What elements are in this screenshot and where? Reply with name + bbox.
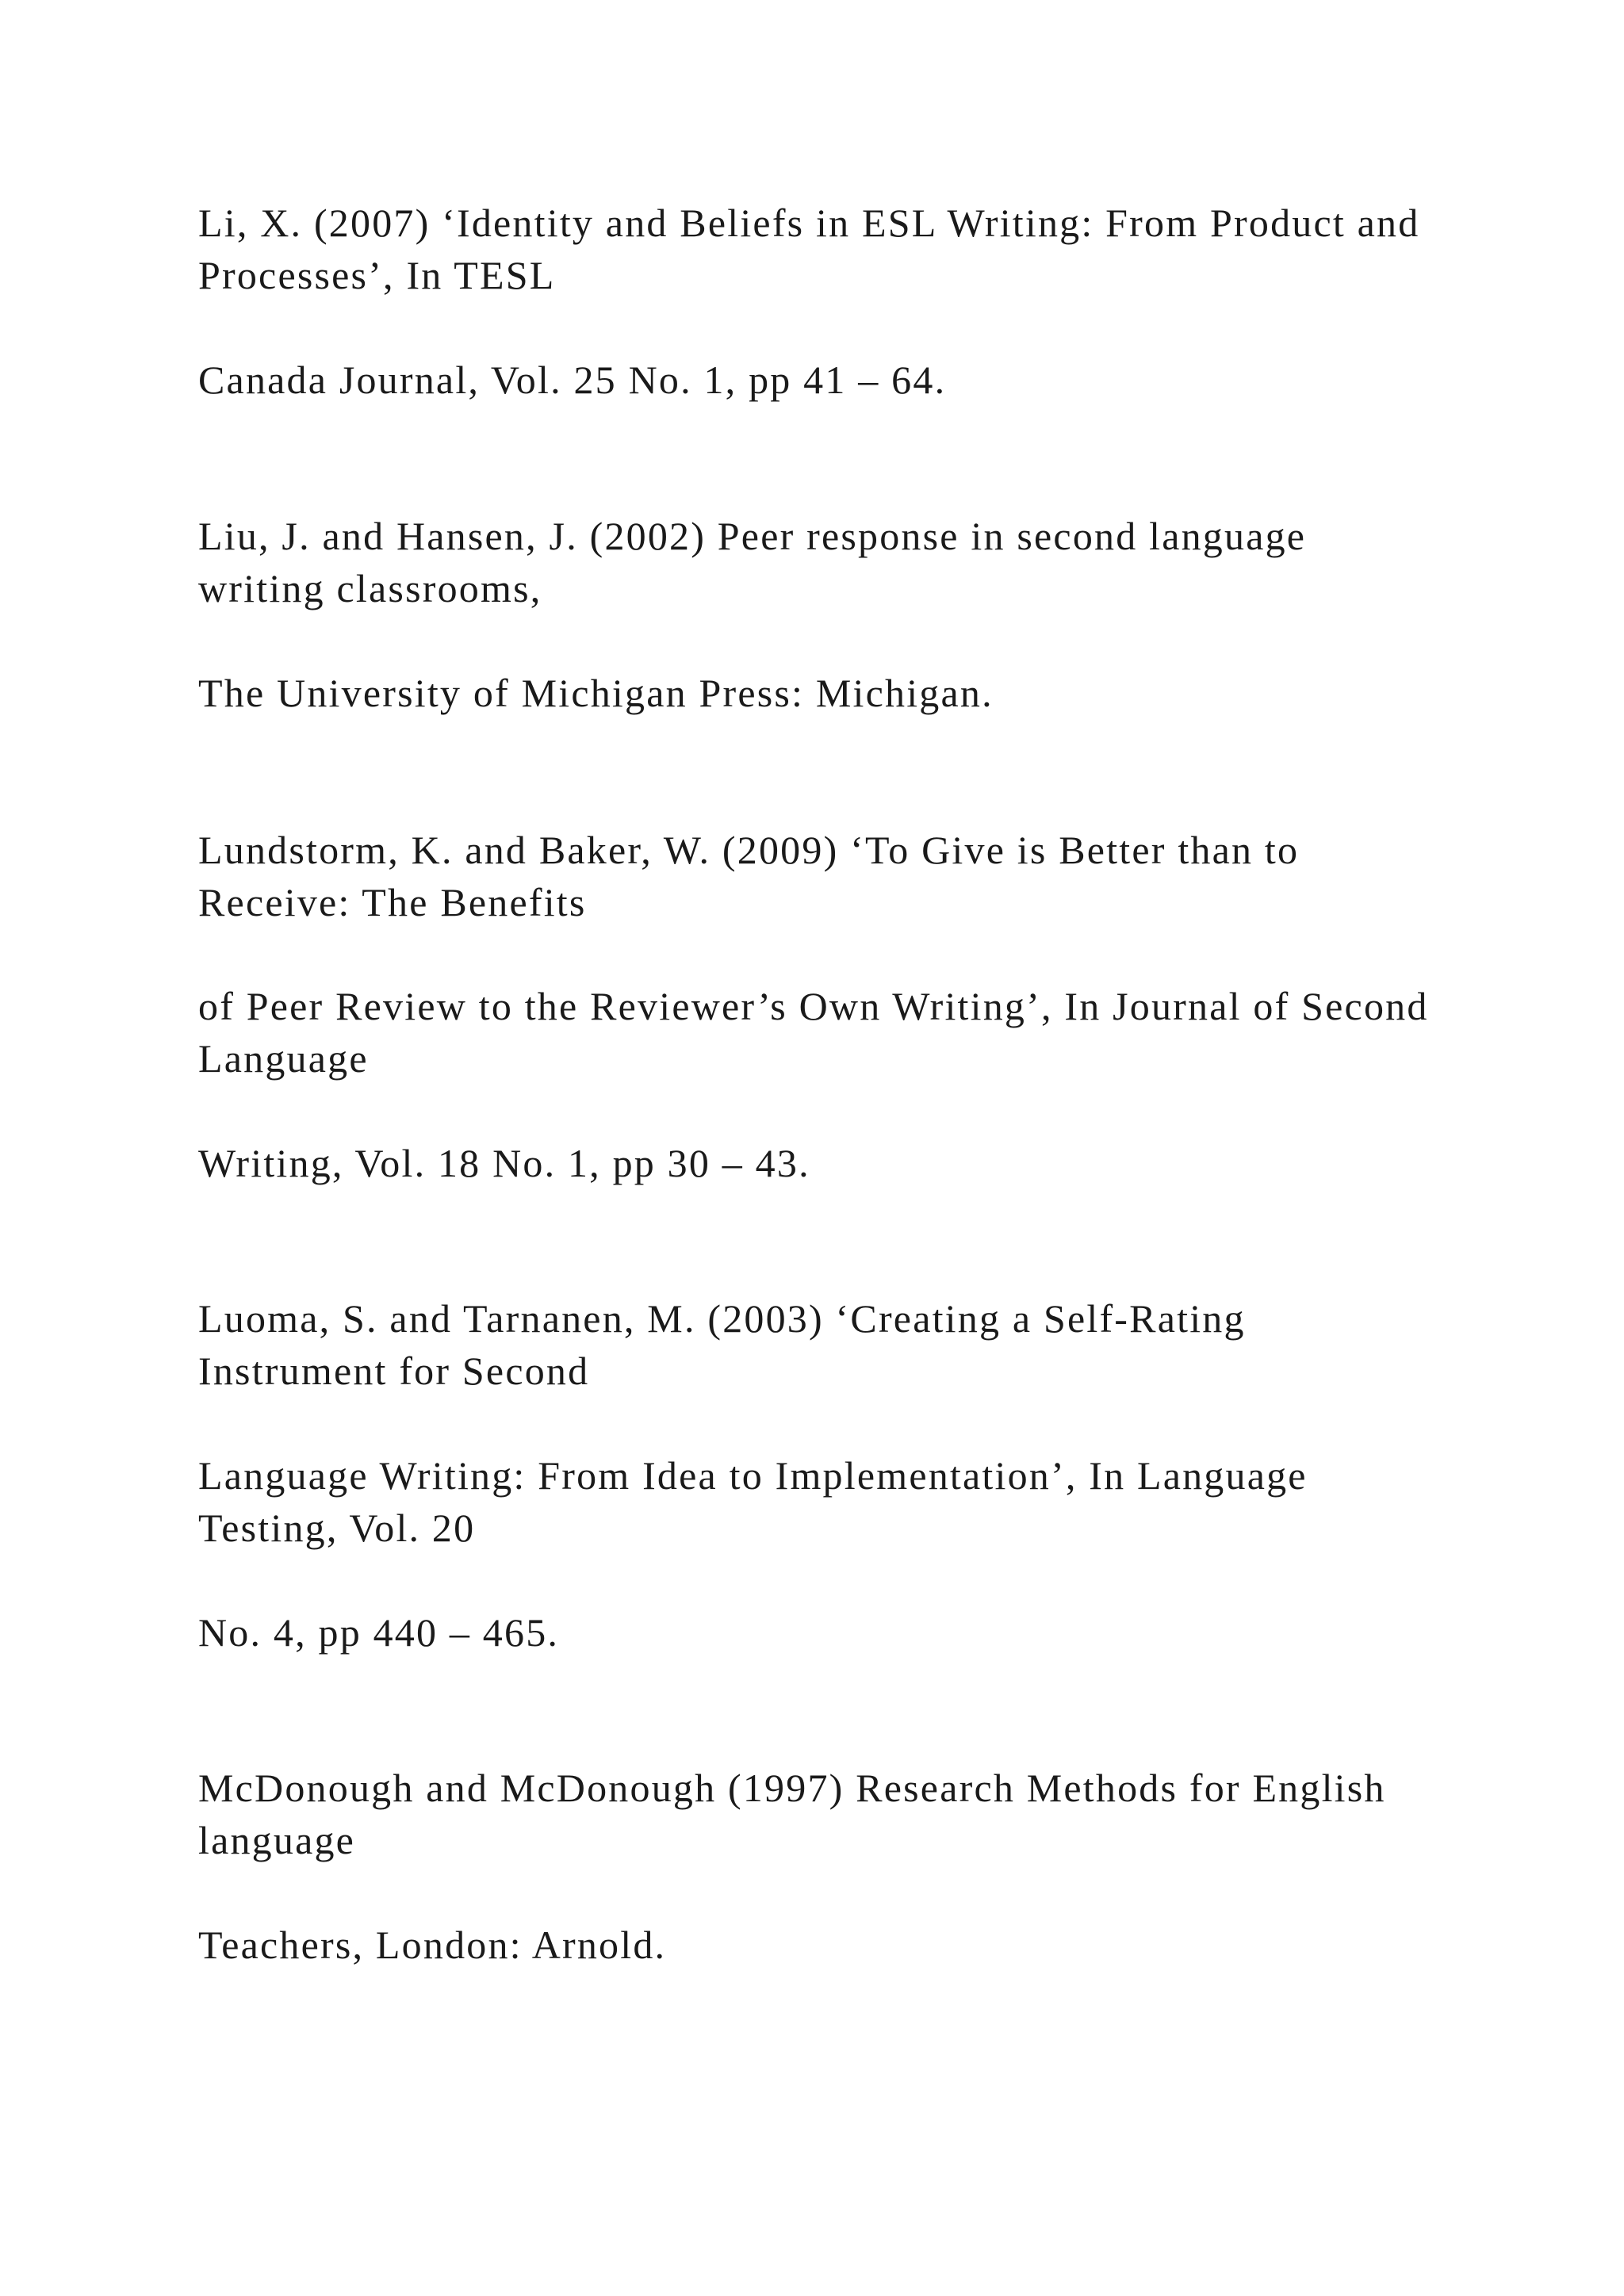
reference-li-line-1: Li, X. (2007) ‘Identity and Beliefs in ESL Writing: From Product and Processes’, In TESL (198, 201, 1432, 297)
reference-lundstorm-line-1: Lundstorm, K. and Baker, W. (2009) ‘To Give is Better than to Receive: The Benefits (198, 828, 1311, 924)
reference-luoma-line-2: Language Writing: From Idea to Implementation’, In Language Testing, Vol. 20 (198, 1453, 1319, 1550)
reference-liu-line-1: Liu, J. and Hansen, J. (2002) Peer response in second language writing classrooms, (198, 514, 1318, 610)
reference-luoma-line-3: No. 4, pp 440 – 465. (198, 1610, 560, 1655)
reference-li-line-2: Canada Journal, Vol. 25 No. 1, pp 41 – 64. (198, 358, 947, 402)
reference-luoma-line-1: Luoma, S. and Tarnanen, M. (2003) ‘Creating a Self-Rating Instrument for Second (198, 1296, 1258, 1393)
reference-lundstorm-line-2: of Peer Review to the Reviewer’s Own Writing’, In Journal of Second Language (198, 984, 1441, 1081)
reference-liu-line-2: The University of Michigan Press: Michigan. (198, 671, 994, 715)
reference-lundstorm-line-3: Writing, Vol. 18 No. 1, pp 30 – 43. (198, 1141, 810, 1185)
reference-mcdonough-line-1: McDonough and McDonough (1997) Research Methods for English language (198, 1766, 1398, 1862)
reference-mcdonough-line-2: Teachers, London: Arnold. (198, 1923, 667, 1967)
